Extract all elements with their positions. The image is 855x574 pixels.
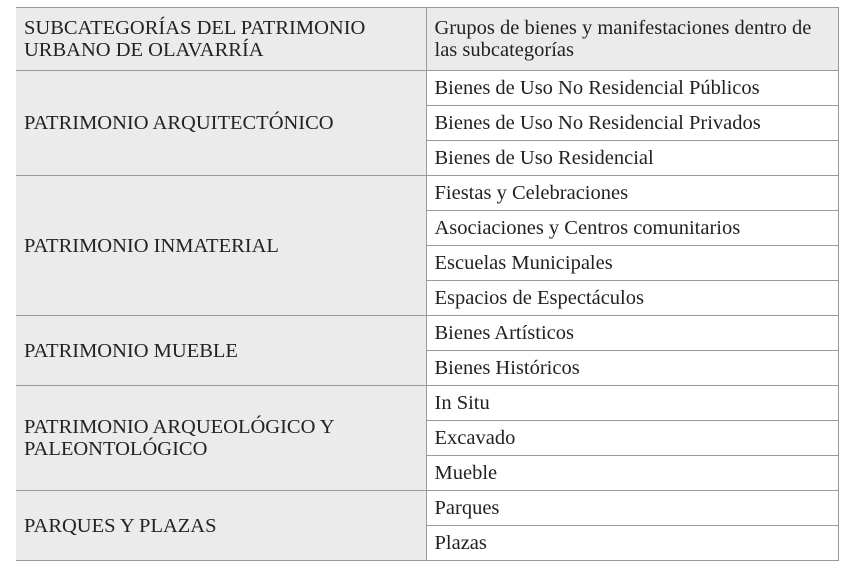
group-cell: Parques <box>426 491 838 526</box>
group-cell: Mueble <box>426 456 838 491</box>
table-row <box>16 71 838 106</box>
group-cell: Escuelas Municipales <box>426 246 838 281</box>
group-cell: Bienes Artísticos <box>426 316 838 351</box>
category-mueble: PATRIMONIO MUEBLE <box>16 316 426 386</box>
header-subcategories: SUBCATEGORÍAS DEL PATRIMONIO URBANO DE OLAVARRÍA <box>16 8 426 71</box>
group-cell: Excavado <box>426 421 838 456</box>
table-row <box>16 176 838 211</box>
group-cell: Bienes de Uso Residencial <box>426 141 838 176</box>
group-cell: Plazas <box>426 526 838 561</box>
group-cell: Bienes Históricos <box>426 351 838 386</box>
group-cell: Bienes de Uso No Residencial Públicos <box>426 71 838 106</box>
table-row <box>16 386 838 421</box>
header-groups: Grupos de bienes y manifestaciones dentro de las subcategorías <box>426 8 838 71</box>
group-cell: In Situ <box>426 386 838 421</box>
group-cell: Bienes de Uso No Residencial Privados <box>426 106 838 141</box>
category-arqueologico: PATRIMONIO ARQUEOLÓGICO Y PALEONTOLÓGICO <box>16 386 426 491</box>
header-row <box>16 8 838 71</box>
heritage-table <box>16 7 839 561</box>
group-cell: Asociaciones y Centros comunitarios <box>426 211 838 246</box>
table-row <box>16 491 838 526</box>
category-arquitectonico: PATRIMONIO ARQUITECTÓNICO <box>16 71 426 176</box>
category-parques: PARQUES Y PLAZAS <box>16 491 426 561</box>
category-inmaterial: PATRIMONIO INMATERIAL <box>16 176 426 316</box>
group-cell: Espacios de Espectáculos <box>426 281 838 316</box>
group-cell: Fiestas y Celebraciones <box>426 176 838 211</box>
table-row <box>16 316 838 351</box>
